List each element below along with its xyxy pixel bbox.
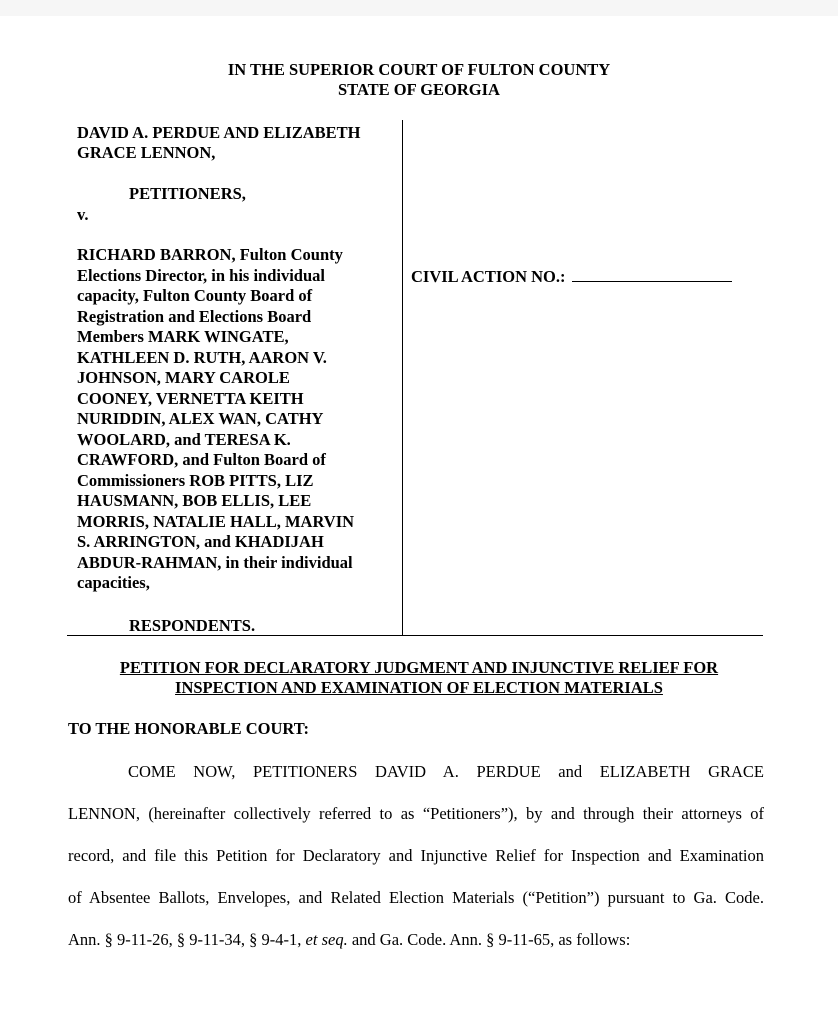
respondent-line: Members MARK WINGATE, — [77, 327, 289, 346]
respondent-line: RICHARD BARRON, Fulton County — [77, 245, 343, 264]
caption-divider-vertical — [402, 120, 403, 635]
body-line: record, and file this Petition for Declaratory and Injunctive Relief for Inspection and Examination — [68, 846, 764, 865]
respondent-line: capacity, Fulton County Board of — [77, 286, 313, 305]
civil-action-blank — [572, 265, 732, 282]
respondent-line: COONEY, VERNETTA KEITH — [77, 388, 304, 408]
respondent-line: Elections Director, in his individual — [77, 265, 325, 285]
respondent-line: capacities, — [77, 573, 150, 592]
court-name: IN THE SUPERIOR COURT OF FULTON COUNTY — [227, 60, 611, 79]
court-state: STATE OF GEORGIA — [338, 80, 500, 99]
versus: v. — [77, 205, 89, 224]
petition-title-line2: INSPECTION AND EXAMINATION OF ELECTION MATERIALS — [175, 678, 663, 697]
body-text: and Ga. Code. Ann. § 9-11-65, as follows: — [351, 930, 631, 949]
body-line: COME NOW, PETITIONERS DAVID A. PERDUE and ELIZABETH GRACE — [128, 762, 764, 781]
petitioner-line: DAVID A. PERDUE AND ELIZABETH — [77, 123, 361, 142]
caption-divider-horizontal — [67, 635, 763, 636]
respondent-line: NURIDDIN, ALEX WAN, CATHY — [77, 409, 324, 428]
body-line — [68, 930, 764, 950]
respondent-line: ABDUR-RAHMAN, in their individual — [77, 552, 353, 572]
petitioner-line: GRACE LENNON, — [77, 143, 216, 162]
respondents-label: RESPONDENTS. — [129, 616, 256, 635]
respondent-line: KATHLEEN D. RUTH, AARON V. — [77, 347, 327, 367]
body-emphasis: et seq. — [305, 930, 348, 949]
salutation: TO THE HONORABLE COURT: — [68, 719, 310, 738]
civil-action-number — [411, 265, 732, 287]
respondent-line: MORRIS, NATALIE HALL, MARVIN — [77, 511, 355, 531]
body-line: LENNON, (hereinafter collectively referred to as “Petitioners”), by and through their attorneys of — [68, 804, 764, 823]
petitioners-label: PETITIONERS, — [129, 184, 246, 203]
body-text: Ann. § 9-11-26, § 9-11-34, § 9-4-1, — [68, 930, 302, 949]
top-margin — [0, 0, 838, 16]
civil-action-label: CIVIL ACTION NO.: — [411, 267, 566, 286]
respondent-line: WOOLARD, and TERESA K. — [77, 429, 291, 449]
respondent-line: Registration and Elections Board — [77, 306, 312, 326]
respondent-line: HAUSMANN, BOB ELLIS, LEE — [77, 491, 312, 510]
body-line: of Absentee Ballots, Envelopes, and Related Election Materials (“Petition”) pursuant to Ga. Code. — [68, 888, 764, 907]
respondent-line: Commissioners ROB PITTS, LIZ — [77, 470, 314, 490]
respondent-line: JOHNSON, MARY CAROLE — [77, 368, 290, 387]
petition-title-line1: PETITION FOR DECLARATORY JUDGMENT AND INJUNCTIVE RELIEF FOR — [119, 658, 719, 677]
respondent-line: S. ARRINGTON, and KHADIJAH — [77, 532, 324, 551]
respondent-line: CRAWFORD, and Fulton Board of — [77, 450, 326, 469]
